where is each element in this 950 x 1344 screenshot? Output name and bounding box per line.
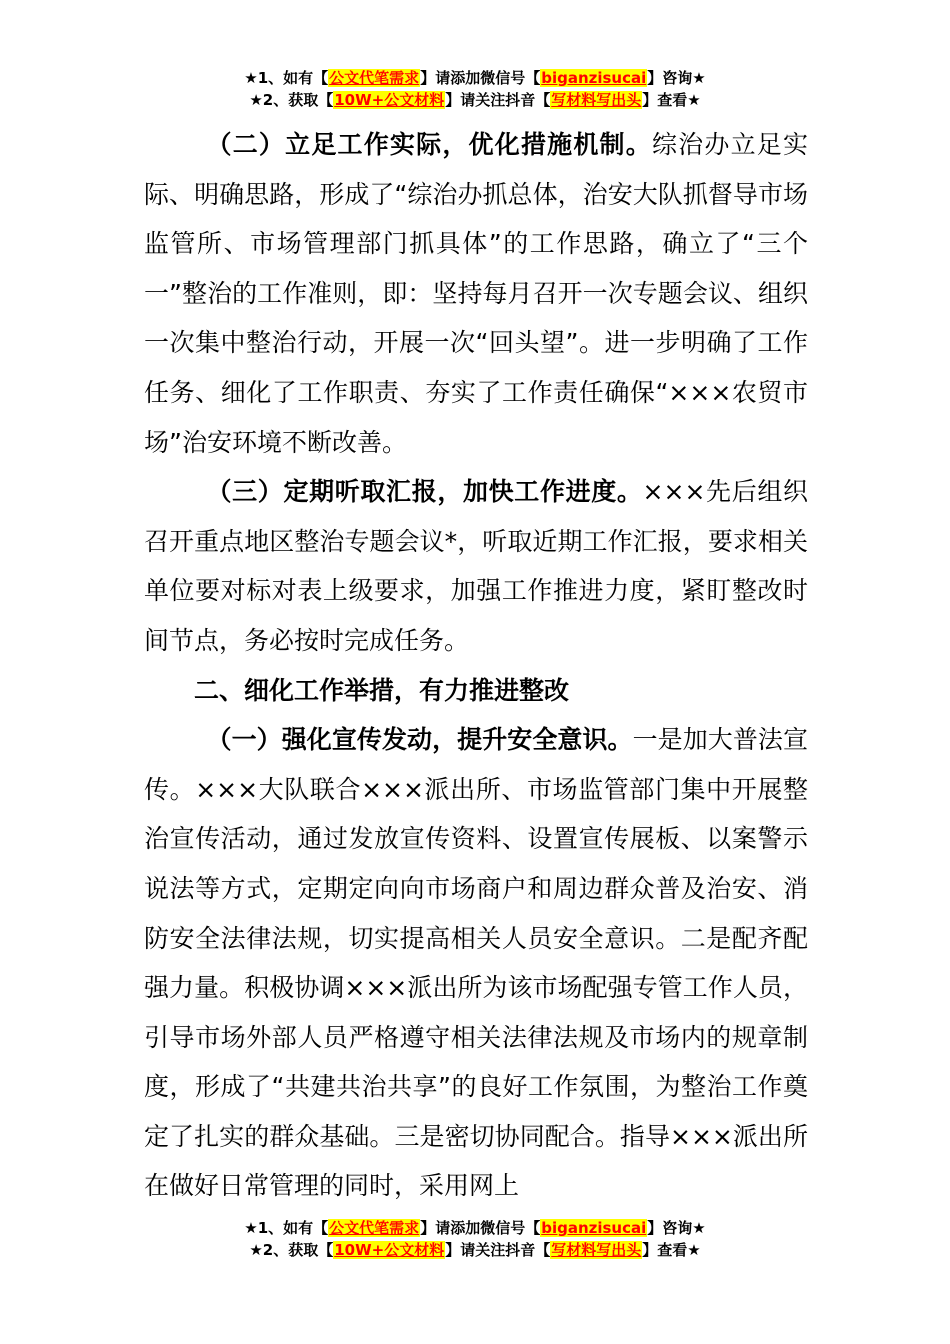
banner-line-1: ★1、如有【公文代笔需求】请添加微信号【biganzisucai】咨询★: [244, 69, 706, 87]
banner-highlight: 10W+公文材料: [334, 1241, 445, 1259]
banner-highlight: biganzisucai: [541, 69, 647, 87]
paragraph: [144, 715, 808, 1211]
banner-highlight: 写材料写出头: [551, 91, 642, 109]
paragraph-title: （一）强化宣传发动，提升安全意识。: [206, 725, 633, 755]
paragraph-text: ×××先后组织召开重点地区整治专题会议*，听取近期工作汇报，要求相关单位要对标对表上级要求，加强工作推进力度，紧盯整改时间节点，务必按时完成任务。: [144, 477, 808, 655]
banner-highlight: 10W+公文材料: [334, 91, 445, 109]
header-banner: [0, 67, 950, 111]
paragraph-title: （二）立足工作实际，优化措施机制。: [206, 130, 652, 159]
paragraph-title: （三）定期听取汇报，加快工作进度。: [206, 477, 643, 507]
paragraph: [144, 467, 808, 665]
banner-highlight: biganzisucai: [541, 1219, 647, 1237]
banner-line-2: ★2、获取【10W+公文材料】请关注抖音【写材料写出头】查看★: [249, 1241, 701, 1259]
banner-line-1: ★1、如有【公文代笔需求】请添加微信号【biganzisucai】咨询★: [244, 1219, 706, 1237]
banner-line-2: ★2、获取【10W+公文材料】请关注抖音【写材料写出头】查看★: [249, 91, 701, 109]
section-heading: 二、细化工作举措，有力推进整改: [194, 675, 570, 705]
banner-highlight: 写材料写出头: [551, 1241, 642, 1259]
document-body: [144, 120, 808, 1211]
paragraph-text: 一是加大普法宣传。×××大队联合×××派出所、市场监管部门集中开展整治宣传活动，通过发放宣传资料、设置宣传展板、以案警示说法等方式，定期定向向市场商户和周边群众普及治安、消防安全法律法规，切实提高相关人员安全意识。二是配齐配强力量。积极协调×××派出所为该市场配强专管工作人员，引导市场外部人员严格遵守相关法律法规及市场内的规章制度，形成了“共建共治共享”的良好工作氛围，为整治工作奠定了扎实的群众基础。三是密切协同配合。指导×××派出所在做好日常管理的同时，采用网上: [144, 725, 808, 1201]
banner-highlight: 公文代笔需求: [329, 69, 420, 87]
footer-banner: [0, 1217, 950, 1261]
banner-highlight: 公文代笔需求: [329, 1219, 420, 1237]
paragraph: [144, 120, 808, 467]
paragraph-text: 综治办立足实际、明确思路，形成了“综治办抓总体，治安大队抓督导市场监管所、市场管理部门抓具体”的工作思路，确立了“三个一”整治的工作准则，即：坚持每月召开一次专题会议、组织一次集中整治行动，开展一次“回头望”。进一步明确了工作任务、细化了工作职责、夯实了工作责任确保“×××农贸市场”治安环境不断改善。: [144, 130, 808, 457]
